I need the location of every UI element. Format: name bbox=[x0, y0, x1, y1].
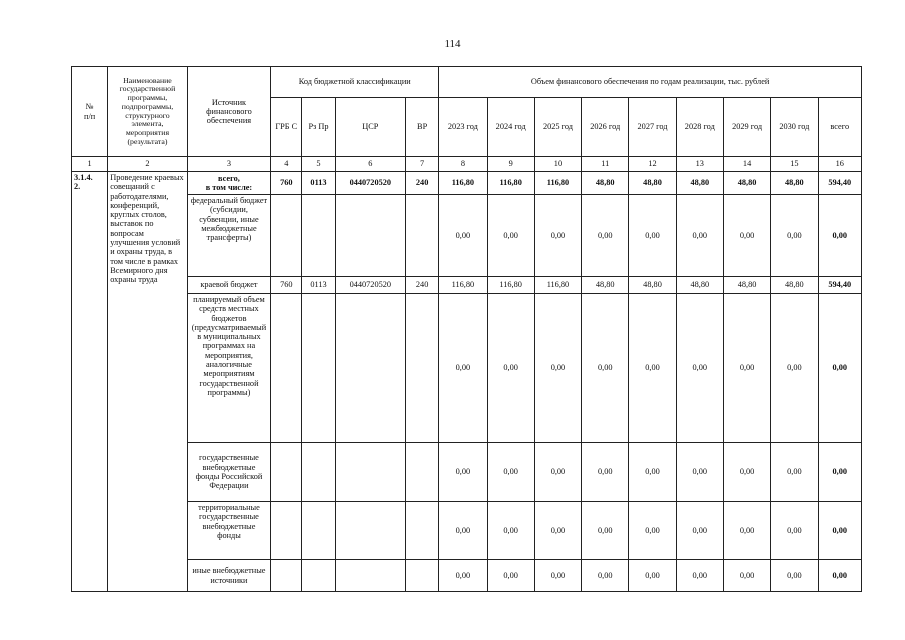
header-volume: Объем финансового обеспечения по годам реализации, тыс. рублей bbox=[439, 67, 862, 98]
year-value: 0,00 bbox=[534, 195, 581, 277]
column-number: 8 bbox=[439, 157, 487, 172]
year-value: 0,00 bbox=[487, 195, 534, 277]
code-csr bbox=[335, 443, 405, 502]
code-vr bbox=[406, 195, 439, 277]
year-value: 0,00 bbox=[582, 502, 629, 560]
funding-source: планируемый объем средств местных бюджетов (предусматриваемый в муниципальных программах на мероприятия, аналогичные мероприятиям государственной программы) bbox=[187, 294, 271, 443]
funding-source: территориальные государственные внебюджетные фонды bbox=[187, 502, 271, 560]
funding-source: всего, в том числе: bbox=[187, 172, 271, 195]
funding-source: краевой бюджет bbox=[187, 277, 271, 294]
column-number: 11 bbox=[582, 157, 629, 172]
code-rzpr bbox=[302, 560, 335, 592]
table-row bbox=[72, 443, 862, 502]
header-2025: 2025 год bbox=[534, 98, 581, 157]
year-value: 116,80 bbox=[534, 172, 581, 195]
year-value: 0,00 bbox=[534, 560, 581, 592]
code-csr: 0440720520 bbox=[335, 277, 405, 294]
year-value: 0,00 bbox=[771, 294, 818, 443]
column-number: 4 bbox=[271, 157, 302, 172]
year-value: 0,00 bbox=[723, 294, 770, 443]
year-value: 0,00 bbox=[629, 560, 676, 592]
column-number: 15 bbox=[771, 157, 818, 172]
year-value: 0,00 bbox=[723, 443, 770, 502]
year-value: 0,00 bbox=[439, 195, 487, 277]
year-value: 116,80 bbox=[534, 277, 581, 294]
year-value: 0,00 bbox=[582, 443, 629, 502]
year-value: 0,00 bbox=[629, 502, 676, 560]
code-csr bbox=[335, 560, 405, 592]
year-value: 0,00 bbox=[487, 294, 534, 443]
year-value: 116,80 bbox=[487, 172, 534, 195]
year-value: 48,80 bbox=[771, 172, 818, 195]
table-row bbox=[72, 277, 862, 294]
code-vr: 240 bbox=[406, 172, 439, 195]
column-number: 3 bbox=[187, 157, 271, 172]
header-num: № п/п bbox=[72, 67, 108, 157]
year-value: 116,80 bbox=[487, 277, 534, 294]
year-value: 0,00 bbox=[534, 502, 581, 560]
year-value: 48,80 bbox=[723, 172, 770, 195]
header-row-1 bbox=[72, 67, 862, 98]
year-value: 48,80 bbox=[676, 277, 723, 294]
column-number: 12 bbox=[629, 157, 676, 172]
year-value: 116,80 bbox=[439, 172, 487, 195]
financing-table bbox=[71, 66, 862, 592]
code-csr: 0440720520 bbox=[335, 172, 405, 195]
year-value: 0,00 bbox=[771, 502, 818, 560]
code-vr bbox=[406, 502, 439, 560]
table-row bbox=[72, 294, 862, 443]
total-value: 594,40 bbox=[818, 172, 862, 195]
code-rzpr bbox=[302, 195, 335, 277]
total-value: 594,40 bbox=[818, 277, 862, 294]
code-grbs bbox=[271, 443, 302, 502]
code-rzpr: 0113 bbox=[302, 277, 335, 294]
year-value: 0,00 bbox=[771, 195, 818, 277]
total-value: 0,00 bbox=[818, 502, 862, 560]
header-grbs: ГРБ С bbox=[271, 98, 302, 157]
page-number: 114 bbox=[444, 38, 461, 50]
code-grbs bbox=[271, 560, 302, 592]
code-grbs bbox=[271, 502, 302, 560]
year-value: 0,00 bbox=[676, 195, 723, 277]
year-value: 48,80 bbox=[582, 172, 629, 195]
year-value: 116,80 bbox=[439, 277, 487, 294]
header-rzpr: Рз Пр bbox=[302, 98, 335, 157]
year-value: 0,00 bbox=[629, 294, 676, 443]
code-vr: 240 bbox=[406, 277, 439, 294]
year-value: 48,80 bbox=[629, 172, 676, 195]
year-value: 0,00 bbox=[487, 443, 534, 502]
total-value: 0,00 bbox=[818, 443, 862, 502]
funding-source: государственные внебюджетные фонды Российской Федерации bbox=[187, 443, 271, 502]
year-value: 0,00 bbox=[439, 502, 487, 560]
table-row bbox=[72, 195, 862, 277]
code-grbs bbox=[271, 195, 302, 277]
year-value: 0,00 bbox=[439, 560, 487, 592]
column-number: 13 bbox=[676, 157, 723, 172]
code-rzpr: 0113 bbox=[302, 172, 335, 195]
year-value: 0,00 bbox=[439, 443, 487, 502]
header-2028: 2028 год bbox=[676, 98, 723, 157]
code-vr bbox=[406, 443, 439, 502]
year-value: 0,00 bbox=[487, 502, 534, 560]
table-row bbox=[72, 502, 862, 560]
year-value: 0,00 bbox=[771, 443, 818, 502]
code-grbs: 760 bbox=[271, 172, 302, 195]
table-row bbox=[72, 172, 862, 195]
code-rzpr bbox=[302, 502, 335, 560]
column-number: 6 bbox=[335, 157, 405, 172]
column-number-row bbox=[72, 157, 862, 172]
header-name: Наименование государственной программы, подпрограммы, структурного элемента, мероприятия (результата) bbox=[108, 67, 187, 157]
total-value: 0,00 bbox=[818, 294, 862, 443]
year-value: 48,80 bbox=[771, 277, 818, 294]
column-number: 1 bbox=[72, 157, 108, 172]
header-csr: ЦСР bbox=[335, 98, 405, 157]
year-value: 0,00 bbox=[676, 443, 723, 502]
header-2027: 2027 год bbox=[629, 98, 676, 157]
year-value: 0,00 bbox=[534, 443, 581, 502]
column-number: 9 bbox=[487, 157, 534, 172]
column-number: 16 bbox=[818, 157, 862, 172]
code-csr bbox=[335, 502, 405, 560]
header-2026: 2026 год bbox=[582, 98, 629, 157]
header-2030: 2030 год bbox=[771, 98, 818, 157]
funding-source: иные внебюджетные источники bbox=[187, 560, 271, 592]
code-csr bbox=[335, 195, 405, 277]
year-value: 0,00 bbox=[723, 502, 770, 560]
year-value: 0,00 bbox=[582, 195, 629, 277]
year-value: 0,00 bbox=[723, 560, 770, 592]
code-vr bbox=[406, 294, 439, 443]
year-value: 48,80 bbox=[582, 277, 629, 294]
code-csr bbox=[335, 294, 405, 443]
item-number: 3.1.4. 2. bbox=[72, 172, 108, 592]
column-number: 10 bbox=[534, 157, 581, 172]
header-source: Источник финансового обеспечения bbox=[187, 67, 271, 157]
header-total: всего bbox=[818, 98, 862, 157]
year-value: 0,00 bbox=[676, 560, 723, 592]
year-value: 0,00 bbox=[582, 294, 629, 443]
total-value: 0,00 bbox=[818, 195, 862, 277]
year-value: 48,80 bbox=[676, 172, 723, 195]
year-value: 0,00 bbox=[771, 560, 818, 592]
year-value: 0,00 bbox=[534, 294, 581, 443]
year-value: 0,00 bbox=[723, 195, 770, 277]
year-value: 0,00 bbox=[629, 195, 676, 277]
year-value: 0,00 bbox=[629, 443, 676, 502]
code-vr bbox=[406, 560, 439, 592]
item-name: Проведение краевых совещаний с работодателями, конференций, круглых столов, выставок по вопросам улучшения условий и охраны труда, в том числе в рамках Всемирного дня охраны труда bbox=[108, 172, 187, 592]
total-value: 0,00 bbox=[818, 560, 862, 592]
header-vr: ВР bbox=[406, 98, 439, 157]
code-rzpr bbox=[302, 294, 335, 443]
code-grbs: 760 bbox=[271, 277, 302, 294]
year-value: 0,00 bbox=[676, 294, 723, 443]
year-value: 0,00 bbox=[676, 502, 723, 560]
header-2023: 2023 год bbox=[439, 98, 487, 157]
header-2024: 2024 год bbox=[487, 98, 534, 157]
column-number: 7 bbox=[406, 157, 439, 172]
header-kbk: Код бюджетной классификации bbox=[271, 67, 439, 98]
year-value: 0,00 bbox=[487, 560, 534, 592]
code-grbs bbox=[271, 294, 302, 443]
column-number: 2 bbox=[108, 157, 187, 172]
year-value: 48,80 bbox=[723, 277, 770, 294]
year-value: 0,00 bbox=[439, 294, 487, 443]
table-row bbox=[72, 560, 862, 592]
year-value: 48,80 bbox=[629, 277, 676, 294]
code-rzpr bbox=[302, 443, 335, 502]
year-value: 0,00 bbox=[582, 560, 629, 592]
column-number: 5 bbox=[302, 157, 335, 172]
funding-source: федеральный бюджет (субсидии, субвенции, иные межбюджетные трансферты) bbox=[187, 195, 271, 277]
header-2029: 2029 год bbox=[723, 98, 770, 157]
column-number: 14 bbox=[723, 157, 770, 172]
